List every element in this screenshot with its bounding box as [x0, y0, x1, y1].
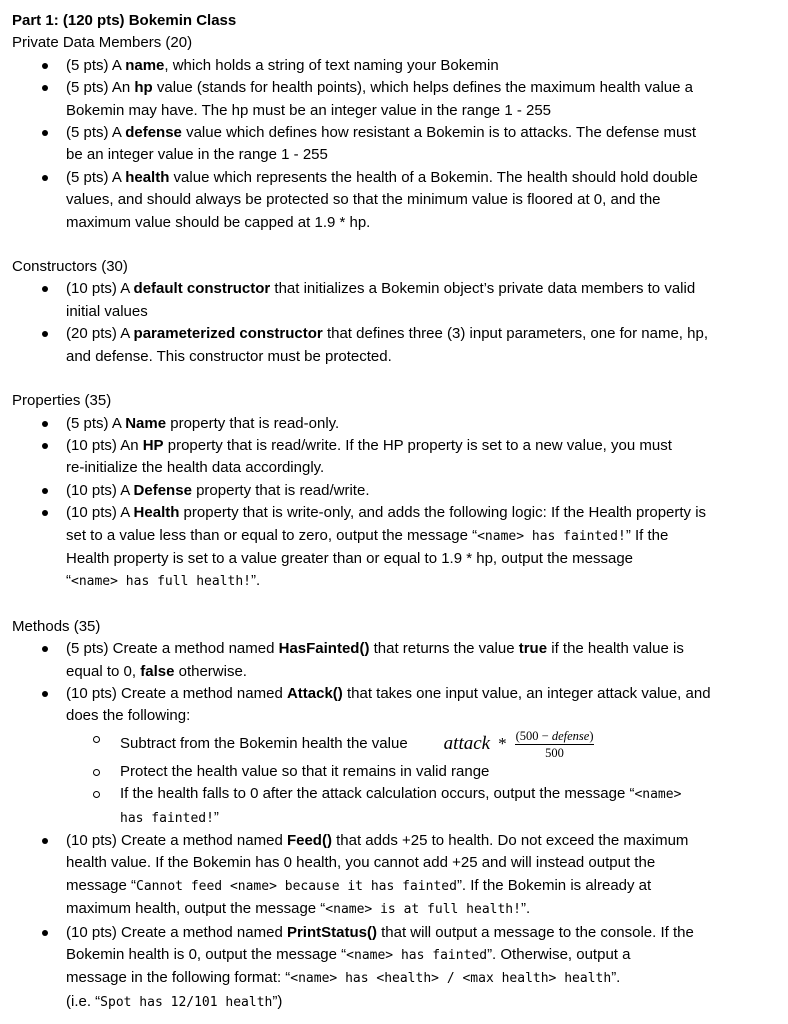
code-has-fainted-status: <name> has fainted: [346, 948, 488, 964]
part-title: Part 1: (120 pts) Bokemin Class: [12, 12, 237, 29]
attack-step-subtract: Subtract from the Bokemin health the value attack * $\frac{\text{(500 − defense)}}{500}$: [66, 728, 776, 761]
term-health-property: Health: [133, 504, 180, 522]
spacer: [12, 234, 776, 256]
list-item-defense-property: (10 pts) A Defense property that is read/write.: [12, 480, 776, 502]
methods-list: [12, 638, 776, 1014]
formula-fraction: [515, 729, 595, 760]
list-item-printstatus: (10 pts) Create a method named PrintStatus() that will output a message to the console. If the Bokemin health is 0, output the message “<name> has fainted”. Otherwise, output a message in the following format: “<name> has <health> / <max health> health”. (i.e. “Spot has 12/101 health”): [12, 922, 776, 1015]
list-item-default-constructor: (10 pts) A default constructor that initializes a Bokemin object’s private data members to valid initial values: [12, 278, 776, 323]
constructors-list: [12, 278, 776, 368]
list-item-hp-property: (10 pts) An HP property that is read/write. If the HP property is set to a new value, you must re-initialize the health data accordingly.: [12, 435, 776, 480]
properties-list: [12, 413, 776, 594]
list-item-name-property: (5 pts) A Name property that is read-only.: [12, 413, 776, 435]
term-attack: Attack(): [286, 684, 343, 702]
attack-step-protect: Protect the health value so that it remains in valid range: [66, 761, 776, 783]
term-health: health: [125, 168, 170, 186]
formula-denominator: 500: [545, 745, 564, 760]
term-defense: defense: [125, 124, 182, 142]
code-full-health: <name> is at full health!: [325, 902, 521, 918]
spacer: [12, 368, 776, 390]
list-item-feed: (10 pts) Create a method named Feed() that adds +25 to health. Do not exceed the maximum health value. If the Bokemin has 0 health, you cannot add +25 and will instead output the message “Cannot feed <name> because it has fainted”. If the Bokemin is already at maximum health, output the message “<name> is at full health!”.: [12, 830, 776, 922]
constructors-heading: Constructors (30): [12, 258, 128, 276]
term-parameterized-constructor: parameterized constructor: [133, 325, 323, 343]
list-item-hasfainted: (5 pts) Create a method named HasFainted() that returns the value true if the health value is equal to 0, false otherwise.: [12, 638, 776, 683]
code-status-format: <name> has <health> / <max health> health: [290, 971, 612, 987]
spacer: [12, 594, 776, 616]
attack-steps-list: [66, 728, 776, 830]
code-name: <name>: [634, 787, 682, 803]
code-fainted-message: <name> has fainted!: [477, 528, 626, 544]
term-true: true: [518, 640, 548, 658]
list-item-hp: (5 pts) An hp value (stands for health points), which helps defines the maximum health value a Bokemin may have. The hp must be an integer value in the range 1 - 255: [12, 77, 776, 122]
attack-formula: [444, 729, 595, 760]
term-defense-property: Defense: [133, 481, 192, 499]
list-item-name: (5 pts) A name, which holds a string of text naming your Bokemin: [12, 55, 776, 77]
formula-attack-var: attack: [443, 733, 491, 755]
term-name: name: [125, 56, 165, 74]
list-item-defense: (5 pts) A defense value which defines how resistant a Bokemin is to attacks. The defense must be an integer value in the range 1 - 255: [12, 122, 776, 167]
list-item-health: (5 pts) A health value which represents the health of a Bokemin. The health should hold double values, and should always be protected so that the minimum value is floored at 0, and the maximum value should be capped at 1.9 * hp.: [12, 167, 776, 234]
term-hp-property: HP: [142, 436, 164, 454]
attack-step-fainted: If the health falls to 0 after the attack calculation occurs, output the message “<name> has fainted!”: [66, 783, 776, 830]
code-status-example: Spot has 12/101 health: [100, 994, 273, 1010]
private-members-heading: Private Data Members (20): [12, 34, 193, 52]
term-hp: hp: [134, 79, 153, 97]
code-full-health-message: <name> has full health!: [71, 574, 252, 590]
formula-multiply: *: [498, 734, 507, 754]
term-printstatus: PrintStatus(): [286, 923, 377, 941]
methods-heading: Methods (35): [12, 617, 101, 635]
code-has-fainted: has fainted!: [120, 810, 214, 826]
list-item-parameterized-constructor: (20 pts) A parameterized constructor that defines three (3) input parameters, one for name, hp, and defense. This constructor must be protected.: [12, 323, 776, 368]
term-feed: Feed(): [286, 832, 332, 849]
term-name-property: Name: [125, 414, 167, 432]
term-default-constructor: default constructor: [133, 280, 271, 298]
term-hasfainted: HasFainted(): [278, 640, 370, 658]
formula-numerator: (500 − defense): [515, 728, 594, 743]
list-item-health-property: (10 pts) A Health property that is write-only, and adds the following logic: If the Health property is set to a value less than or equal to zero, output the message “<name> has fainted!” If the Health property is set to a value greater than or equal to 1.9 * hp, output the message “<name> has full health!”.: [12, 502, 776, 594]
term-false: false: [140, 662, 175, 680]
list-item-attack: (10 pts) Create a method named Attack() that takes one input value, an integer attack value, and does the following: Subtract from the Bokemin health the value attack * $\frac{\text{(500 − defense)}}{500}$ Protect the health value so that it remains in valid range If the health falls to 0 after the attack calculation occurs, output the message “<name> has fainted!”: [12, 683, 776, 830]
private-members-list: [12, 55, 776, 234]
code-cannot-feed: Cannot feed <name> because it has fainted: [136, 878, 457, 894]
properties-heading: Properties (35): [12, 392, 112, 410]
